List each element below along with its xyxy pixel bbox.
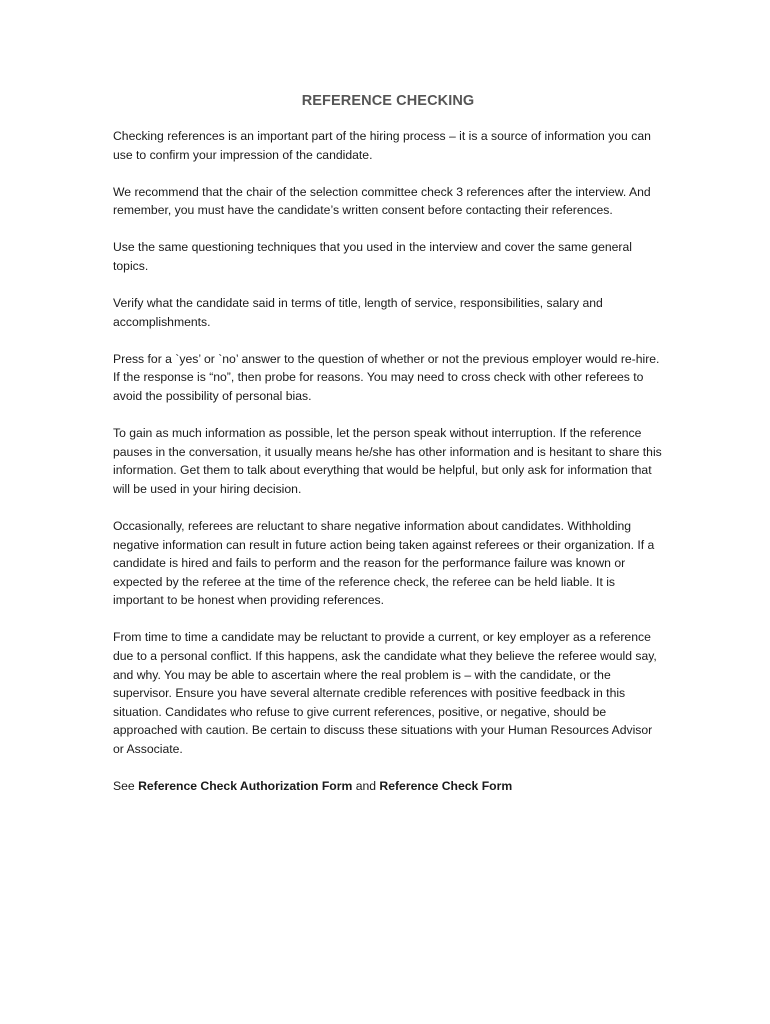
paragraph-negative-information: Occasionally, referees are reluctant to share negative information about candidates. Withholding negative information can result in future action being taken against referees or their organization. If a candidate is hired and fails to perform and the reason for the performance failure was known or expected by the referee at the time of the reference check, the referee can be held liable. It is important to be honest when providing references. [113, 518, 655, 608]
see-forms-line [113, 777, 663, 796]
paragraph-verify: Verify what the candidate said in terms of title, length of service, responsibilities, salary and accomplishments. [113, 296, 603, 329]
see-prefix: See [113, 779, 139, 794]
page-title: REFERENCE CHECKING [301, 93, 475, 109]
authorization-form-reference: Reference Check Authorization Form [138, 779, 353, 794]
paragraph-rehire: Press for a `yes’ or `no’ answer to the question of whether or not the previous employer would re-hire. If the response is “no”, then probe for reasons. You may need to cross check with other referees to avoid the possibility of personal bias. [113, 351, 660, 403]
paragraph-intro: Checking references is an important part of the hiring process – it is a source of information you can use to confirm your impression of the candidate. [113, 129, 651, 162]
see-joiner: and [352, 779, 380, 794]
paragraph-reluctant-candidate: From time to time a candidate may be reluctant to provide a current, or key employer as a reference due to a personal conflict. If this happens, ask the candidate what they believe the referee would say, and why. You may be able to ascertain where the real problem is – with the candidate, or the supervisor. Ensure you have several alternate credible references with positive feedback in this situation. Candidates who refuse to give current references, positive, or negative, should be approached with caution. Be certain to discuss these situations with your Human Resources Advisor or Associate. [113, 630, 657, 756]
check-form-reference: Reference Check Form [379, 779, 513, 794]
paragraph-questioning: Use the same questioning techniques that you used in the interview and cover the same general topics. [113, 240, 632, 273]
paragraph-recommendation: We recommend that the chair of the selection committee check 3 references after the interview. And remember, you must have the candidate’s written consent before contacting their references. [113, 184, 651, 218]
document-page [113, 93, 663, 796]
paragraph-gain-information: To gain as much information as possible, let the person speak without interruption. If the reference pauses in the conversation, it usually means he/she has other information and is hesitant to share this information. Get them to talk about everything that would be helpful, but only ask for information that will be used in your hiring decision. [113, 426, 662, 496]
